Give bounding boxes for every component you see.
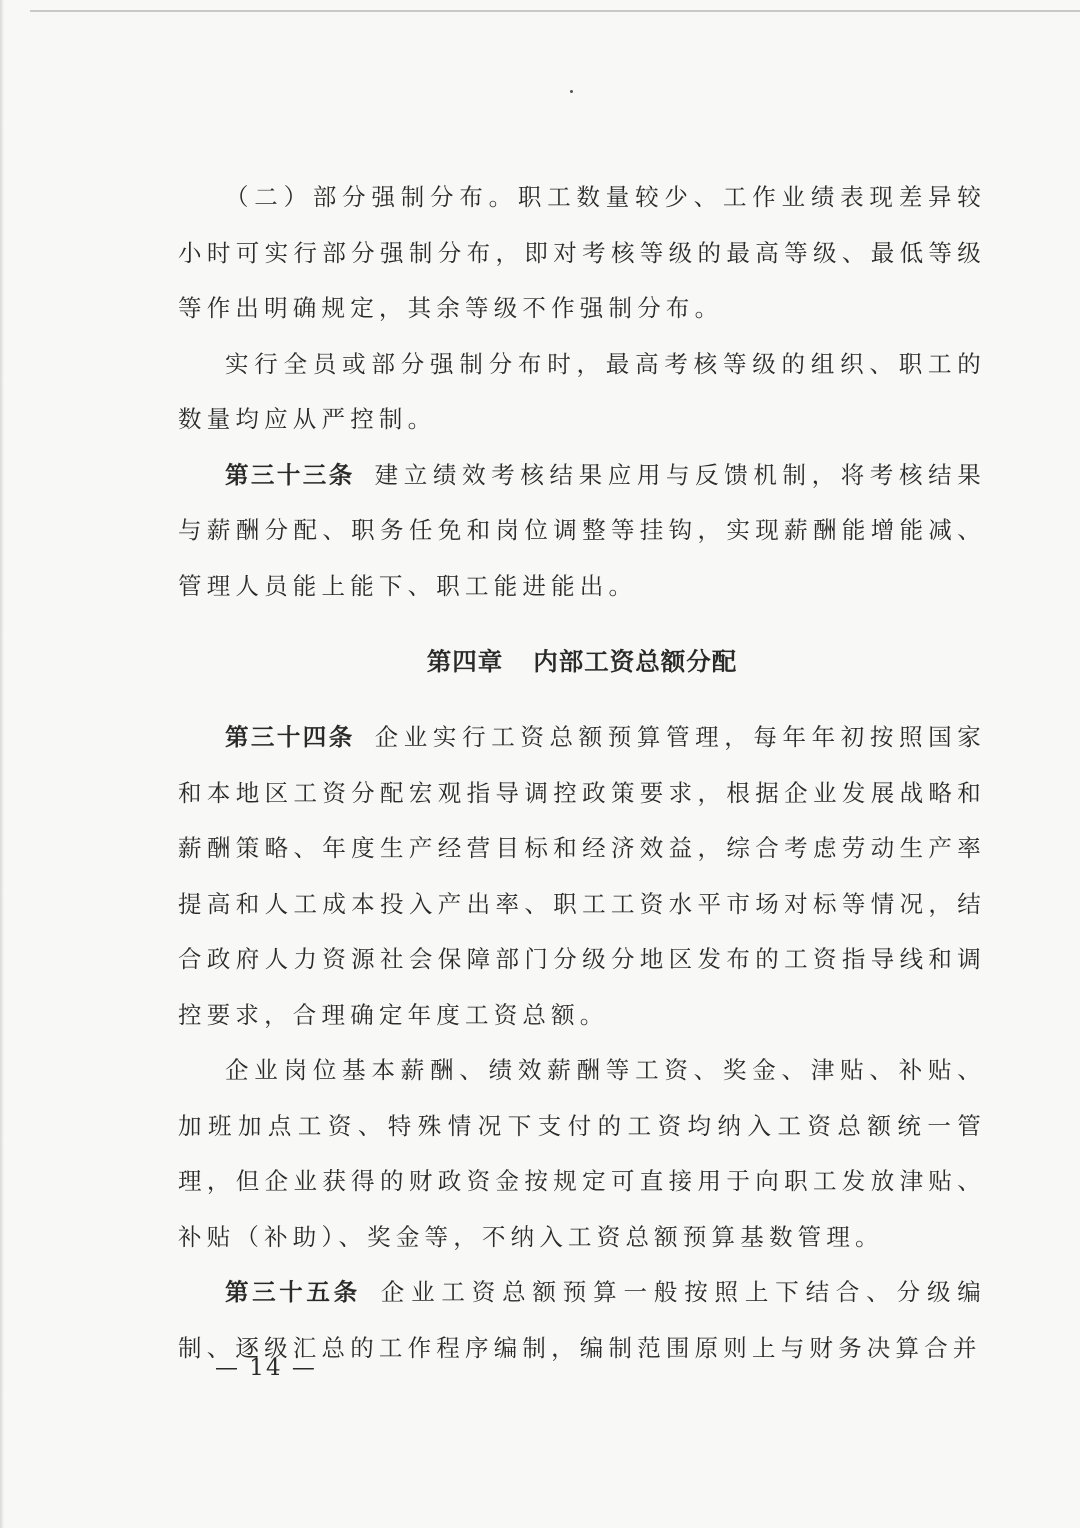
article-label: 第三十三条 — [225, 460, 355, 489]
article-text: 建立绩效考核结果应用与反馈机制，将考核结果与薪酬分配、职务任免和岗位调整等挂钩，实现薪酬能增能减、管理人员能上能下、职工能进能出。 — [178, 460, 987, 600]
paragraph-text: （二）部分强制分布。职工数量较少、工作业绩表现差异较小时可实行部分强制分布，即对考核等级的最高等级、最低等级等作出明确规定，其余等级不作强制分布。 — [178, 183, 986, 322]
article-text: 企业工资总额预算一般按照上下结合、分级编制、逐级汇总的工作程序编制，编制范围原则上与财务决算合并 — [178, 1278, 987, 1362]
scan-border-line — [30, 10, 1080, 12]
paragraph-forced-distribution — [178, 170, 986, 337]
paragraph-wage-scope — [178, 1043, 986, 1265]
scan-speck — [570, 90, 573, 93]
chapter-title: 内部工资总额分配 — [533, 647, 738, 676]
page-number: — 14 — — [215, 1355, 317, 1381]
paragraph-text: 企业岗位基本薪酬、绩效薪酬等工资、奖金、津贴、补贴、加班加点工资、特殊情况下支付的工资均纳入工资总额统一管理，但企业获得的财政资金按规定可直接用于向职工发放津贴、补贴（补助）、奖金等，不纳入工资总额预算基数管理。 — [178, 1056, 986, 1251]
paragraph-text: 实行全员或部分强制分布时，最高考核等级的组织、职工的数量均应从严控制。 — [178, 349, 986, 433]
article-34 — [178, 710, 986, 1043]
paragraph-strict-control — [178, 337, 986, 448]
article-label: 第三十五条 — [225, 1278, 361, 1306]
scan-left-shadow — [0, 0, 4, 1528]
document-body — [178, 170, 986, 1376]
article-text: 企业实行工资总额预算管理，每年年初按照国家和本地区工资分配宏观指导调控政策要求，根据企业发展战略和薪酬策略、年度生产经营目标和经济效益，综合考虑劳动生产率提高和人工成本投入产出率、职工工资水平市场对标等情况，结合政府人力资源社会保障部门分级分地区发布的工资指导线和调控要求，合理确定年度工资总额。 — [178, 723, 987, 1029]
chapter-number: 第四章 — [426, 647, 504, 676]
article-label: 第三十四条 — [225, 723, 355, 751]
article-33 — [178, 448, 986, 615]
chapter-heading — [178, 632, 986, 692]
